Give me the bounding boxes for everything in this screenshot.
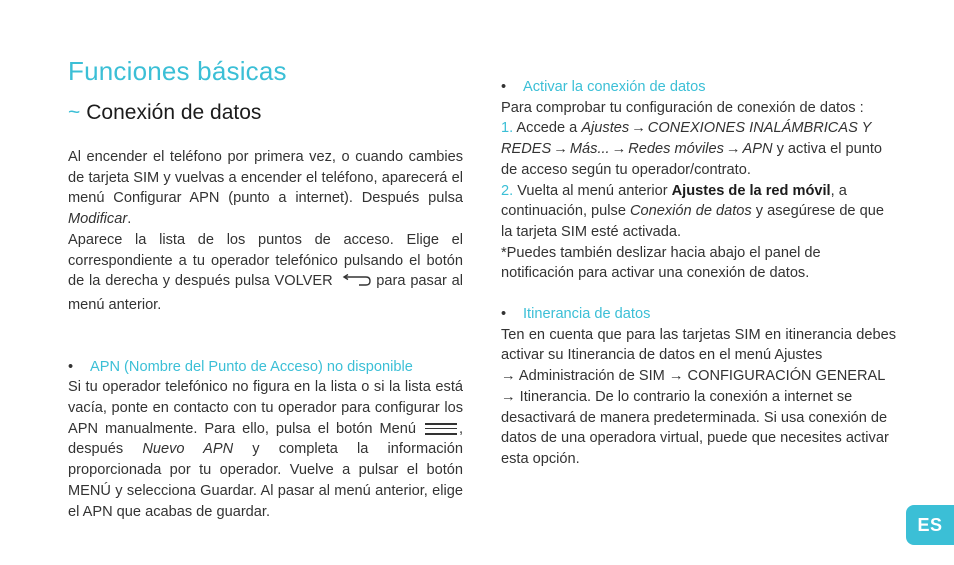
arrow-icon: → <box>631 120 646 137</box>
page-title: Funciones básicas <box>68 56 287 86</box>
apn-heading-text: APN (Nombre del Punto de Acceso) no disponible <box>90 358 413 375</box>
settings-italic: Ajustes <box>581 120 630 137</box>
arrow-icon: → <box>725 141 741 158</box>
apn-text-3: y completa la información proporcionada por tu operador. Vuelve a pulsar el botón MENÚ y selecciona Guardar. Al pasar al menú anterior, elige el APN que acabas de guardar. <box>68 441 463 520</box>
wireless-italic: CONEXIONES INALÁMBRICAS Y REDES <box>501 120 872 158</box>
bullet-dot: • <box>501 306 507 323</box>
step-1-number: 1. <box>501 120 514 137</box>
section-tilde: ~ <box>68 101 81 124</box>
step-2-text: Vuelta al menú anterior <box>513 182 672 199</box>
roaming-paragraph-2 <box>501 366 896 470</box>
apn-text-2: , después <box>68 420 463 458</box>
right-column <box>501 77 896 470</box>
bullet-dot: • <box>501 79 507 95</box>
intro-text-3: para pasar al menú anterior. <box>68 273 463 313</box>
data-connection-italic: Conexión de datos <box>630 203 752 220</box>
intro-end: . <box>127 211 132 228</box>
intro-text-1: Al encender el teléfono por primera vez, o cuando cambies de tarjeta SIM y vuelvas a encender el teléfono, aparecerá el menú Configurar APN (punto a internet). Después pulsa <box>68 149 463 207</box>
apn-italic: APN <box>742 141 773 158</box>
more-italic: Más... <box>569 141 610 158</box>
step-1-text: Accede a <box>513 120 582 137</box>
roaming-text-2: CONFIGURACIÓN GENERAL <box>683 368 885 385</box>
step-1 <box>501 118 896 180</box>
bullet-dot: • <box>68 358 74 375</box>
intro-paragraph-1 <box>68 147 463 230</box>
arrow-icon: → <box>501 368 516 385</box>
step-2 <box>501 181 896 243</box>
left-column <box>68 147 463 522</box>
mobile-networks-italic: Redes móviles <box>628 141 724 158</box>
apn-paragraph <box>68 377 463 522</box>
intro-paragraph-2 <box>68 230 463 316</box>
roaming-heading-text: Itinerancia de datos <box>523 306 651 323</box>
arrow-icon: → <box>501 388 516 405</box>
section-title-text: Conexión de datos <box>86 101 262 124</box>
arrow-icon: → <box>553 141 568 158</box>
roaming-paragraph-1: Ten en cuenta que para las tarjetas SIM en itinerancia debes activar su Itinerancia de datos en el menú Ajustes <box>501 326 896 364</box>
arrow-icon: → <box>668 368 684 385</box>
activate-heading <box>501 77 896 98</box>
note: *Puedes también deslizar hacia abajo el panel de notificación para activar una conexión de datos. <box>501 244 821 282</box>
arrow-icon: → <box>611 141 627 158</box>
step-1-end: y activa el punto de acceso según tu operador/contrato. <box>501 141 883 178</box>
step-2-number: 2. <box>501 182 514 199</box>
back-icon <box>339 274 371 295</box>
roaming-text-1: Administración de SIM <box>515 368 669 385</box>
intro-text-2: Aparece la lista de los puntos de acceso. Elige el correspondiente a tu operador telefónico pulsando el botón de la derecha y después pulsa VOLVER <box>68 231 463 290</box>
step-2-text-2: , a continuación, pulse <box>501 182 847 220</box>
step-2-end: y asegúrese de que la tarjeta SIM esté activada. <box>501 203 884 240</box>
apn-text-1: Si tu operador telefónico no figura en la lista o si la lista está vacía, ponte en contacto con tu operador para configurar los APN manualmente. Para ello, pulsa el botón Menú <box>68 379 463 437</box>
new-apn-italic: Nuevo APN <box>142 441 234 458</box>
modify-italic: Modificar <box>68 211 128 228</box>
language-tab: ES <box>906 505 954 545</box>
apn-heading <box>68 357 463 378</box>
menu-icon <box>425 423 457 435</box>
activate-intro: Para comprobar tu configuración de conexión de datos : <box>501 99 864 116</box>
section-title <box>68 101 261 125</box>
roaming-heading <box>501 304 896 325</box>
roaming-text-3: Itinerancia. De lo contrario la conexión a internet se desactivará de manera predeterminada. Si usa conexión de datos de una operadora virtual, puede que necesites activar esta opción. <box>501 388 889 467</box>
mobile-network-settings-bold: Ajustes de la red móvil <box>671 182 831 199</box>
activate-heading-text: Activar la conexión de datos <box>523 79 706 95</box>
